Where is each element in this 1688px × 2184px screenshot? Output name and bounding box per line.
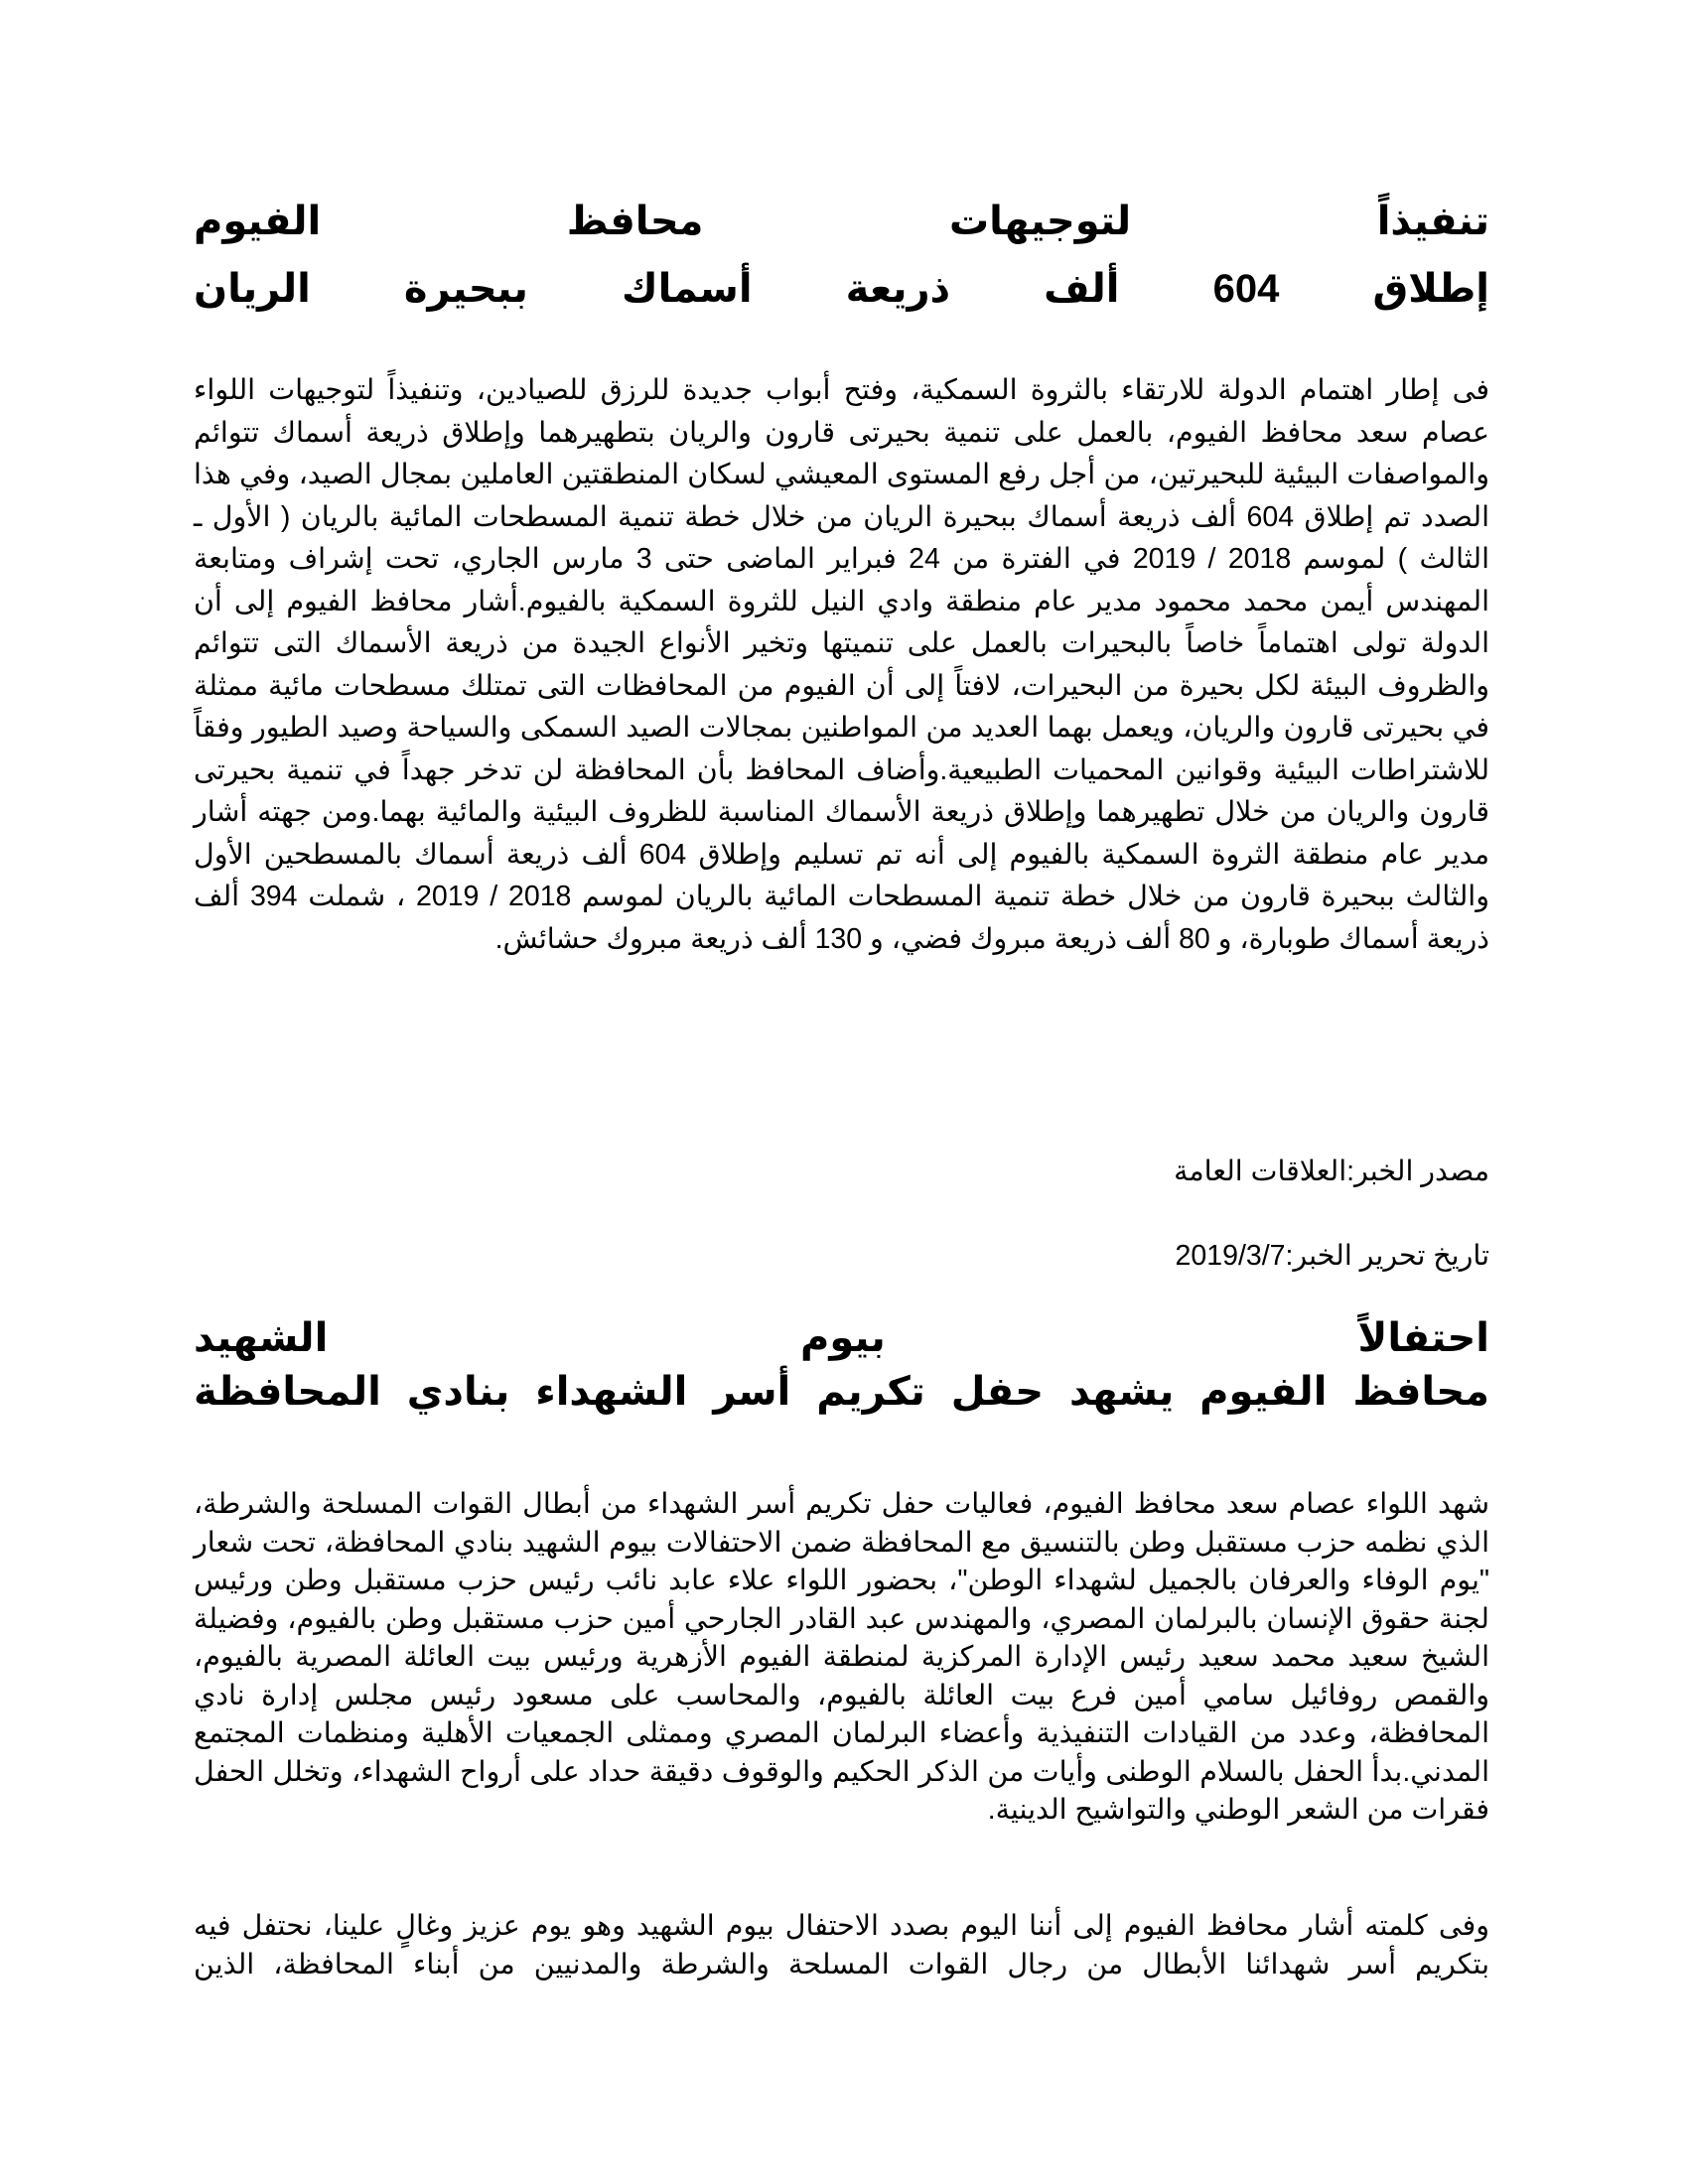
article2-body: شهد اللواء عصام سعد محافظ الفيوم، فعاليات حفل تكريم أسر الشهداء من أبطال القوات المسلحة والشرطة، الذي نظمه حزب مستقبل وطن بالتنسيق مع المحافظة ضمن الاحتفالات بيوم الشهيد بنادي المحافظة، تحت شعار "يوم الوفاء والعرفان بالجميل لشهداء الوطن"، بحضور اللواء علاء عابد نائب رئيس حزب مستقبل وطن ورئيس لجنة حقوق الإنسان بالبرلمان المصري، والمهندس عبد القادر الجارحي أمين حزب مستقبل وطن بالفيوم، وفضيلة الشيخ سعيد محمد سعيد رئيس الإدارة المركزية لمنطقة الفيوم الأزهرية ورئيس بيت العائلة المصرية بالفيوم، والقمص روفائيل سامي أمين فرع بيت العائلة بالفيوم، والمحاسب على مسعود رئيس مجلس إدارة نادي المحافظة، وعدد من القيادات التنفيذية وأعضاء البرلمان المصري وممثلى الجمعيات الأهلية ومنظمات المجتمع المدني.بدأ الحفل بالسلام الوطنى وأيات من الذكر الحكيم والوقوف دقيقة حداد على أرواح الشهداء، وتخلل الحفل فقرات من الشعر الوطني والتواشيح الدينية. (194, 1488, 1489, 1826)
article1-title-line1: تنفيذاً لتوجيهات محافظ الفيوم (194, 200, 1489, 243)
article2-title-line2: محافظ الفيوم يشهد حفل تكريم أسر الشهداء بنادي المحافظة (194, 1370, 1489, 1414)
article2-title-line1: احتفالاً بيوم الشهيد (194, 1316, 1489, 1360)
article1-date: تاريخ تحرير الخبر:2019/3/7 (1175, 1240, 1489, 1272)
article1-body: فى إطار اهتمام الدولة للارتقاء بالثروة السمكية، وفتح أبواب جديدة للرزق للصيادين، وتنفيذاً لتوجيهات اللواء عصام سعد محافظ الفيوم، بالعمل على تنمية بحيرتى قارون والريان بتطهيرهما وإطلاق ذريعة أسماك تتوائم والمواصفات البيئية للبحيرتين، من أجل رفع المستوى المعيشي لسكان المنطقتين العاملين بمجال الصيد، وفي هذا الصدد تم إطلاق 604 ألف ذريعة أسماك ببحيرة الريان من خلال خطة تنمية المسطحات المائية بالريان ( الأول ـ الثالث ) لموسم 2018 / 2019 في الفترة من 24 فبراير الماضى حتى 3 مارس الجاري، تحت إشراف ومتابعة المهندس أيمن محمد محمود مدير عام منطقة وادي النيل للثروة السمكية بالفيوم.أشار محافظ الفيوم إلى أن الدولة تولى اهتماماً خاصاً بالبحيرات بالعمل على تنميتها وتخير الأنواع الجيدة من ذريعة الأسماك التى تتوائم والظروف البيئة لكل بحيرة من البحيرات، لافتاً إلى أن الفيوم من المحافظات التى تمتلك مسطحات مائية ممثلة في بحيرتى قارون والريان، ويعمل بهما العديد من المواطنين بمجالات الصيد السمكى والسياحة وصيد الطيور وفقاً للاشتراطات البيئية وقوانين المحميات الطبيعية.وأضاف المحافظ بأن المحافظة لن تدخر جهداً في تنمية بحيرتى قارون والريان من خلال تطهيرهما وإطلاق ذريعة الأسماك المناسبة للظروف البيئية والمائية بهما.ومن جهته أشار مدير عام منطقة الثروة السمكية بالفيوم إلى أنه تم تسليم وإطلاق 604 ألف ذريعة أسماك بالمسطحين الأول والثالث ببحيرة قارون من خلال خطة تنمية المسطحات المائية بالريان لموسم 2018 / 2019 ، شملت 394 ألف ذريعة أسماك طوبارة، و 80 ألف ذريعة مبروك فضي، و 130 ألف ذريعة مبروك حشائش. (194, 374, 1490, 955)
article2-body-continued: وفى كلمته أشار محافظ الفيوم إلى أننا اليوم بصدد الاحتفال بيوم الشهيد وهو يوم عزيز وغالٍ علينا، نحتفل فيه بتكريم أسر شهدائنا الأبطال من رجال القوات المسلحة والشرطة والمدنيين من أبناء المحافظة، الذين (194, 1910, 1489, 1980)
article1-source: مصدر الخبر:العلاقات العامة (1174, 1156, 1489, 1187)
article1-title-line2: إطلاق 604 ألف ذريعة أسماك ببحيرة الريان (194, 267, 1489, 311)
document-page (194, 0, 1489, 2184)
